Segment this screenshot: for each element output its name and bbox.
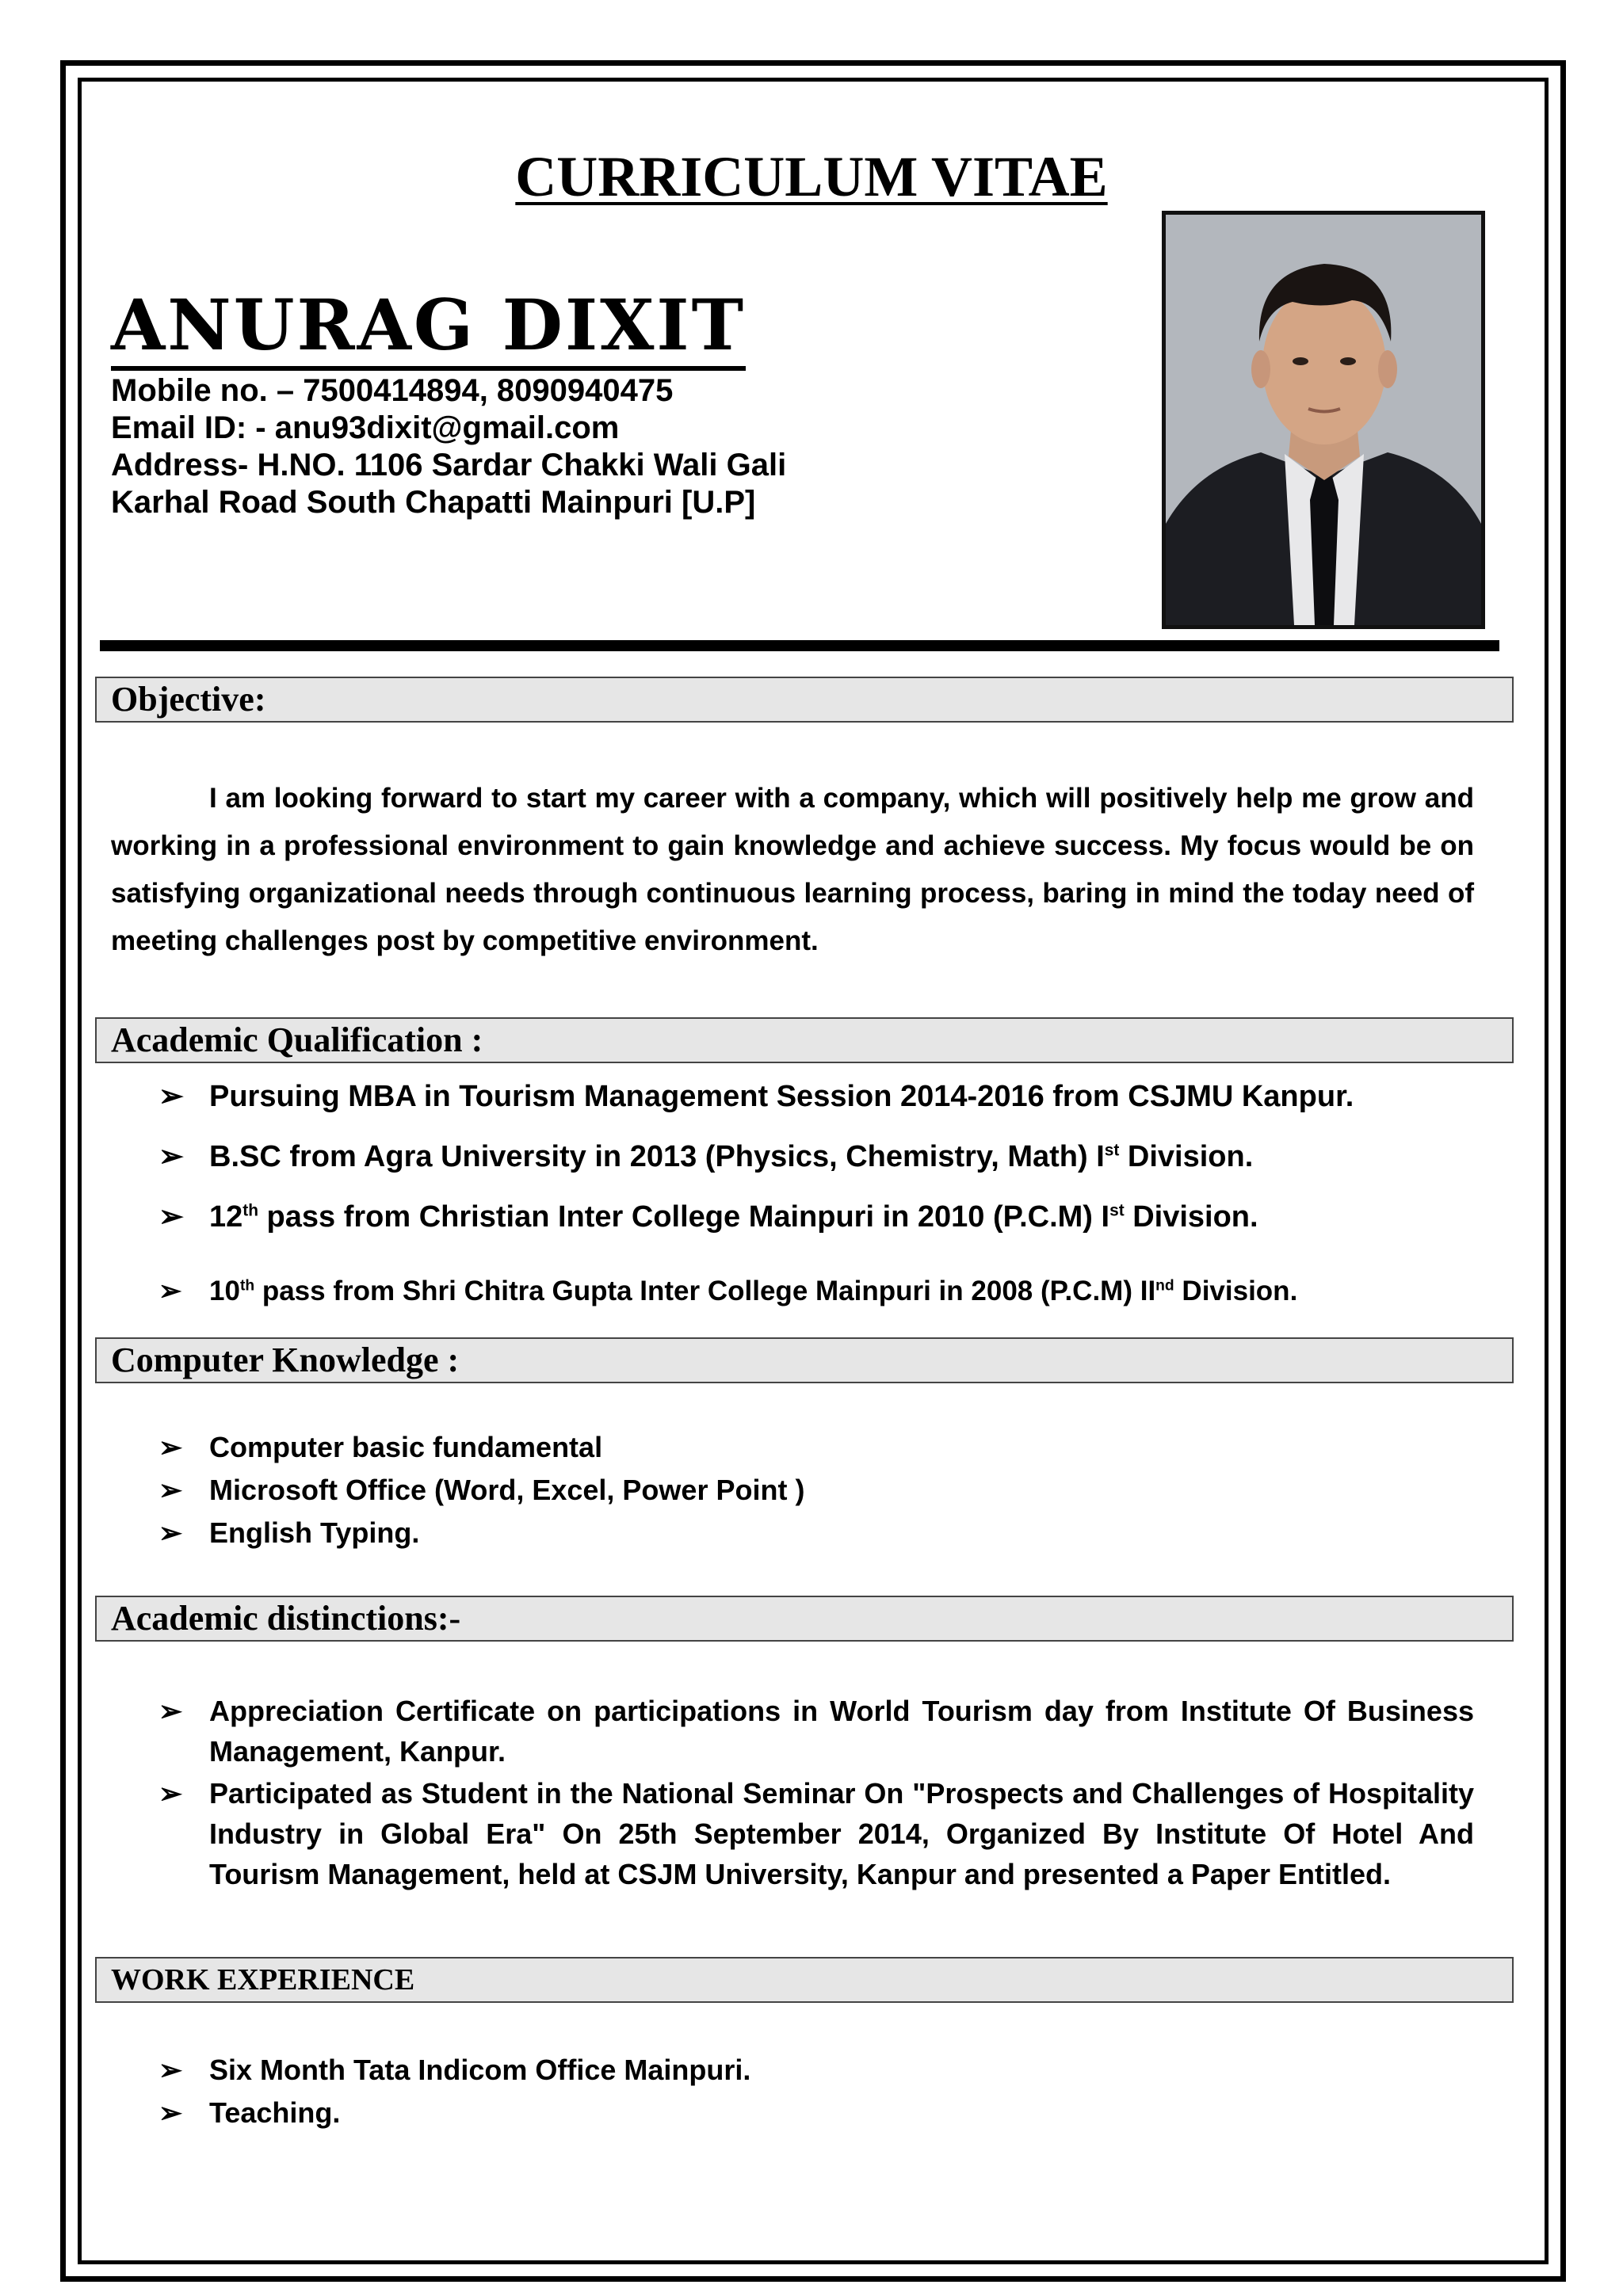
address-line-1: Address- H.NO. 1106 Sardar Chakki Wali Gali <box>111 448 787 482</box>
computer-heading: Computer Knowledge : <box>95 1337 1514 1383</box>
candidate-name: ANURAG DIXIT <box>111 287 746 371</box>
arrow-bullet-icon: ➢ <box>158 1140 184 1173</box>
list-item: ➢ Six Month Tata Indicom Office Mainpuri. <box>158 2049 1474 2092</box>
computer-list <box>158 1426 1474 1554</box>
list-item: ➢ B.SC from Agra University in 2013 (Physics, Chemistry, Math) Ist Division. <box>158 1127 1474 1187</box>
arrow-bullet-icon: ➢ <box>158 1431 183 1463</box>
contact-block <box>111 372 786 521</box>
arrow-bullet-icon: ➢ <box>158 1695 183 1727</box>
profile-photo <box>1162 211 1485 629</box>
work-heading: WORK EXPERIENCE <box>95 1957 1514 2003</box>
arrow-bullet-icon: ➢ <box>158 1474 183 1506</box>
work-list <box>158 2049 1474 2134</box>
list-item: ➢ 12th pass from Christian Inter College Mainpuri in 2010 (P.C.M) Ist Division. <box>158 1187 1474 1247</box>
academic-heading: Academic Qualification : <box>95 1017 1514 1063</box>
document-title: CURRICULUM VITAE <box>515 145 1108 208</box>
list-item: ➢ Microsoft Office (Word, Excel, Power Point ) <box>158 1469 1474 1512</box>
arrow-bullet-icon: ➢ <box>158 1080 184 1113</box>
email-address: Email ID: - anu93dixit@gmail.com <box>111 410 620 445</box>
list-item: ➢ Participated as Student in the National Seminar On "Prospects and Challenges of Hospitality Industry in Global Era" On 25th September 2014, Organized By Institute Of Hotel And Tourism Management, held at CSJM University, Kanpur and presented a Paper Entitled. <box>158 1773 1474 1894</box>
distinctions-heading: Academic distinctions:- <box>95 1596 1514 1642</box>
arrow-bullet-icon: ➢ <box>158 1276 182 1306</box>
list-item: ➢ Appreciation Certificate on participations in World Tourism day from Institute Of Business Management, Kanpur. <box>158 1691 1474 1772</box>
arrow-bullet-icon: ➢ <box>158 1777 183 1810</box>
list-item: ➢ 10th pass from Shri Chitra Gupta Inter College Mainpuri in 2008 (P.C.M) IInd Division. <box>158 1261 1474 1322</box>
objective-heading: Objective: <box>95 677 1514 723</box>
address-line-2: Karhal Road South Chapatti Mainpuri [U.P] <box>111 485 756 520</box>
arrow-bullet-icon: ➢ <box>158 2096 183 2129</box>
mobile-numbers: Mobile no. – 7500414894, 8090940475 <box>111 373 674 408</box>
objective-text: I am looking forward to start my career with a company, which will positively help me grow and working in a professional environment to gain knowledge and achieve success. My focus would be on satisfying organizational needs through continuous learning process, baring in mind the today need of meeting challenges post by competitive environment. <box>111 783 1474 956</box>
list-item: ➢ Teaching. <box>158 2092 1474 2134</box>
arrow-bullet-icon: ➢ <box>158 1516 183 1549</box>
header-divider <box>100 640 1499 651</box>
arrow-bullet-icon: ➢ <box>158 1200 184 1234</box>
list-item: ➢ Pursuing MBA in Tourism Management Session 2014-2016 from CSJMU Kanpur. <box>158 1066 1474 1127</box>
list-item: ➢ Computer basic fundamental <box>158 1426 1474 1469</box>
distinctions-list <box>158 1691 1474 1896</box>
arrow-bullet-icon: ➢ <box>158 2054 183 2086</box>
list-item: ➢ English Typing. <box>158 1512 1474 1554</box>
academic-list <box>158 1066 1474 1322</box>
person-photo-icon <box>1166 215 1481 625</box>
